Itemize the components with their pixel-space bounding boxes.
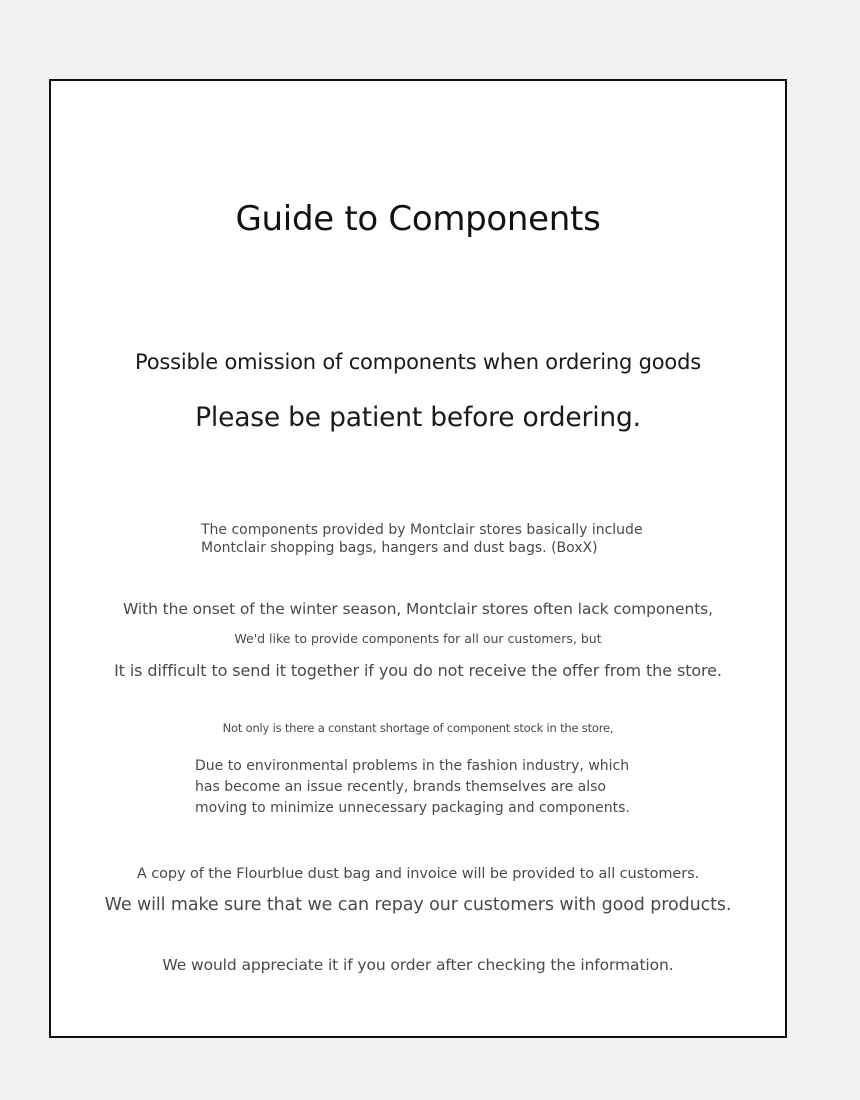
- environment-line: Due to environmental problems in the fashion industry, which: [195, 758, 630, 774]
- closing-note: We would appreciate it if you order after checking the information.: [162, 956, 674, 974]
- guide-card: [49, 79, 787, 1038]
- patience-heading: Please be patient before ordering.: [195, 402, 641, 433]
- difficulty-note: It is difficult to send it together if you do not receive the offer from the store.: [114, 661, 722, 680]
- components-provided-line: Montclair shopping bags, hangers and dust bags. (BoxX): [201, 540, 598, 556]
- provide-note: We'd like to provide components for all our customers, but: [234, 631, 602, 646]
- environment-paragraph: [195, 756, 630, 819]
- copy-note: A copy of the Flourblue dust bag and invoice will be provided to all customers.: [136, 866, 700, 882]
- page-title: Guide to Components: [235, 199, 601, 239]
- environment-line: has become an issue recently, brands themselves are also: [195, 779, 606, 795]
- omission-heading: Possible omission of components when ordering goods: [135, 350, 701, 374]
- repay-note: We will make sure that we can repay our customers with good products.: [104, 895, 732, 915]
- environment-line: moving to minimize unnecessary packaging and components.: [195, 800, 630, 816]
- shortage-note: Not only is there a constant shortage of component stock in the store,: [222, 721, 614, 735]
- winter-notice: With the onset of the winter season, Montclair stores often lack components,: [123, 600, 713, 618]
- components-provided-paragraph: [201, 521, 643, 557]
- components-provided-line: The components provided by Montclair stores basically include: [201, 522, 643, 538]
